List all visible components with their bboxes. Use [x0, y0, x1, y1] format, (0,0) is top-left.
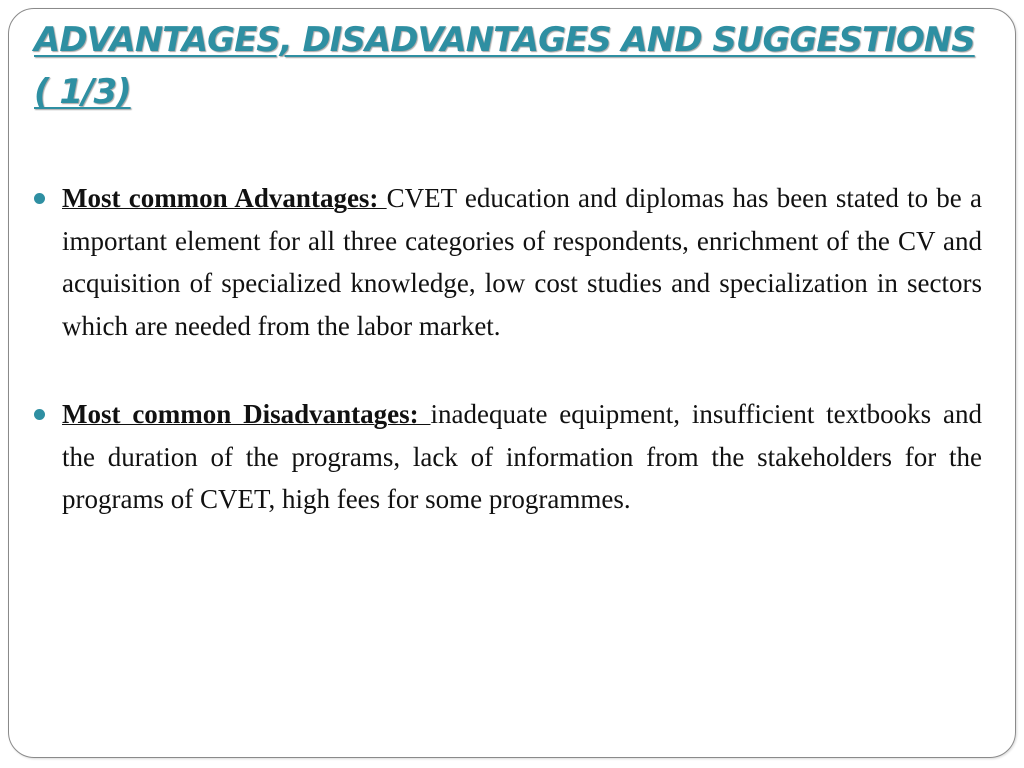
- slide-title: ADVANTAGES, DISADVANTAGES AND SUGGESTIONS ( 1/3): [34, 20, 975, 112]
- bullet-text-disadvantages: inadequate equipment, insufficient textbooks and the duration of the programs, lack of information from the stakeholders for the programs of CVET, high fees for some programmes.: [62, 398, 982, 515]
- bullet-list: [62, 177, 982, 566]
- bullet-heading-disadvantages: Most common Disadvantages:: [62, 398, 431, 429]
- bullet-dot-icon: [34, 409, 45, 420]
- bullet-advantages: [62, 177, 982, 348]
- bullet-heading-advantages: Most common Advantages:: [62, 183, 387, 213]
- bullet-dot-icon: [34, 193, 45, 204]
- bullet-disadvantages: [62, 393, 982, 521]
- bullet-text-advantages: CVET education and diplomas has been stated to be a important element for all three categories of respondents, enrichment of the CV and acquisition of specialized knowledge, low cost studies and specialization in sectors which are needed from the labor market.: [62, 183, 982, 342]
